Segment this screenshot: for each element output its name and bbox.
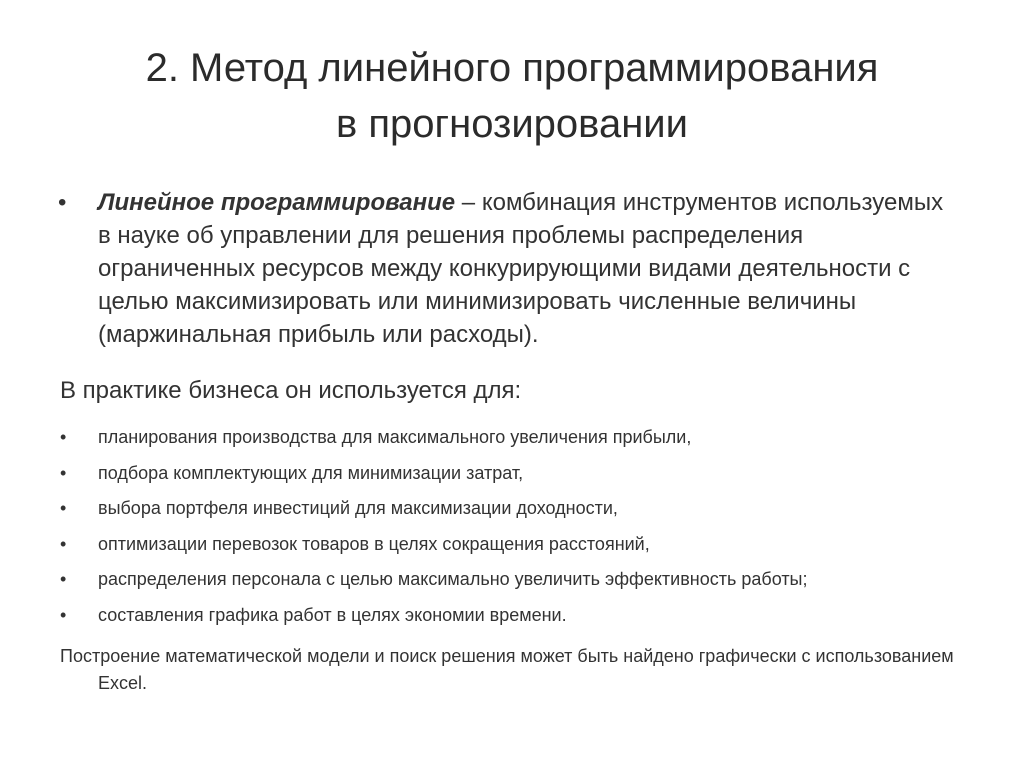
definition-bullet xyxy=(58,186,958,351)
bullet-marker: • xyxy=(60,462,67,483)
bullet-marker: • xyxy=(60,604,67,625)
definition-description: – комбинация инструментов используемых в науке об управлении для решения проблемы распределения ограниченных ресурсов между конкурирующими видами деятельности с целью максимизировать или минимизировать численные величины (маржинальная прибыль или расходы). xyxy=(98,189,944,348)
list-item xyxy=(60,495,960,531)
bullet-marker: • xyxy=(60,533,67,554)
list-item-text: оптимизации перевозок товаров в целях сокращения расстояний, xyxy=(98,533,650,554)
practice-intro: В практике бизнеса он используется для: xyxy=(60,377,522,404)
list-item-text: составления графика работ в целях экономии времени. xyxy=(98,604,567,625)
slide-title-line-1: 2. Метод линейного программирования xyxy=(145,46,879,90)
slide-title xyxy=(40,40,984,152)
bullet-marker: • xyxy=(60,498,67,519)
definition-text xyxy=(98,186,958,351)
slide-title-line-2: в прогнозировании xyxy=(336,102,688,146)
list-item-text: подбора комплектующих для минимизации затрат, xyxy=(98,462,524,483)
list-item xyxy=(60,460,960,496)
uses-list xyxy=(60,424,960,638)
bullet-marker: • xyxy=(60,569,67,590)
list-item xyxy=(60,566,960,602)
definition-term: Линейное программирование xyxy=(98,189,456,216)
list-item xyxy=(60,602,960,638)
list-item xyxy=(60,531,960,567)
list-item-text: выбора портфеля инвестиций для максимизации доходности, xyxy=(98,498,618,519)
bullet-marker: • xyxy=(58,189,67,216)
list-item xyxy=(60,424,960,460)
bullet-marker: • xyxy=(60,427,67,447)
list-item-text: распределения персонала с целью максимально увеличить эффективность работы; xyxy=(98,569,808,590)
list-item-text: планирования производства для максимального увеличения прибыли, xyxy=(98,427,692,447)
conclusion-text: Построение математической модели и поиск решения может быть найдено графически с использованием Excel. xyxy=(60,646,954,693)
